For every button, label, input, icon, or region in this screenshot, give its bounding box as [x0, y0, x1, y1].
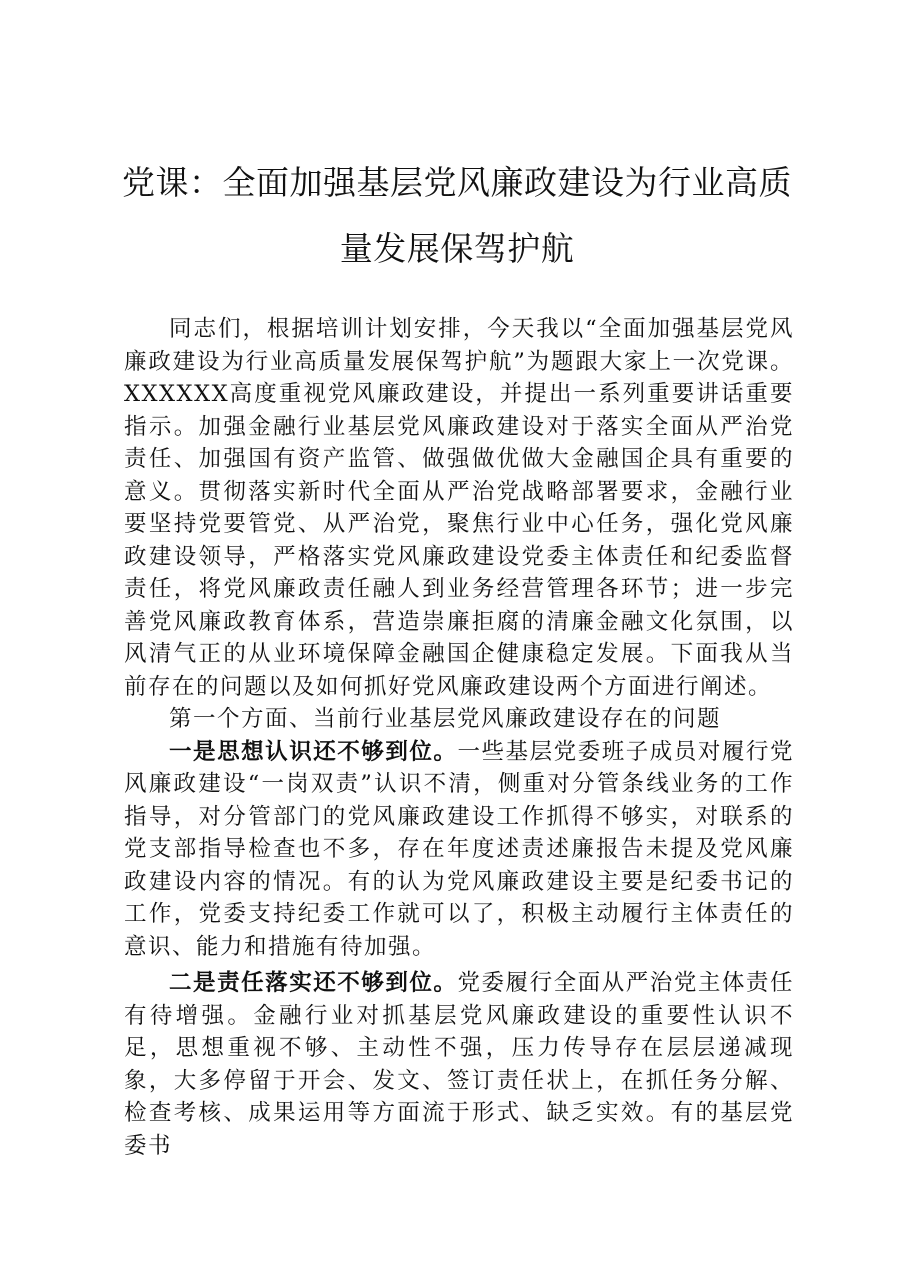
point-2-text: 党委履行全面从严治党主体责任有待增强。金融行业对抓基层党风廉政建设的重要性认识不足，思想重视不够、主动性不强，压力传导存在层层递减现象，大多停留于开会、发文、签订责任状上，在抓任务分解、检查考核、成果运用等方面流于形式、缺乏实效。有的基层党委书 [124, 970, 794, 1159]
document-body [124, 313, 794, 1162]
document-title [118, 150, 796, 282]
title-line-1: 党课：全面加强基层党风廉政建设为行业高质 [122, 163, 792, 202]
point-1-text: 一些基层党委班子成员对履行党风廉政建设“一岗双责”认识不清，侧重对分管条线业务的工作指导，对分管部门的党风廉政建设工作抓得不够实，对联系的党支部指导检查也不多，存在年度述责述廉报告未提及党风廉政建设内容的情况。有的认为党风廉政建设主要是纪委书记的工作，党委支持纪委工作就可以了，积极主动履行主体责任的意识、能力和措施有待加强。 [124, 738, 794, 960]
intro-paragraph: 同志们，根据培训计划安排，今天我以“全面加强基层党风廉政建设为行业高质量发展保驾护航”为题跟大家上一次党课。XXXXXX高度重视党风廉政建设，并提出一系列重要讲话重要指示。加强金融行业基层党风廉政建设对于落实全面从严治党责任、加强国有资产监管、做强做优做大金融国企具有重要的意义。贯彻落实新时代全面从严治党战略部署要求，金融行业要坚持党要管党、从严治党，聚焦行业中心任务，强化党风廉政建设领导，严格落实党风廉政建设党委主体责任和纪委监督责任，将党风廉政责任融人到业务经营管理各环节；进一步完善党风廉政教育体系，营造崇廉拒腐的清廉金融文化氛围，以风清气正的从业环境保障金融国企健康稳定发展。下面我从当前存在的问题以及如何抓好党风廉政建设两个方面进行阐述。 [124, 316, 794, 700]
point-1-paragraph [124, 736, 794, 964]
section-heading: 第一个方面、当前行业基层党风廉政建设存在的问题 [169, 706, 722, 732]
point-2-paragraph [124, 967, 794, 1162]
title-line-2: 量发展保驾护航 [339, 229, 575, 268]
point-2-lead: 二是责任落实还不够到位。 [169, 970, 458, 996]
point-1-lead: 一是思想认识还不够到位。 [169, 738, 458, 765]
